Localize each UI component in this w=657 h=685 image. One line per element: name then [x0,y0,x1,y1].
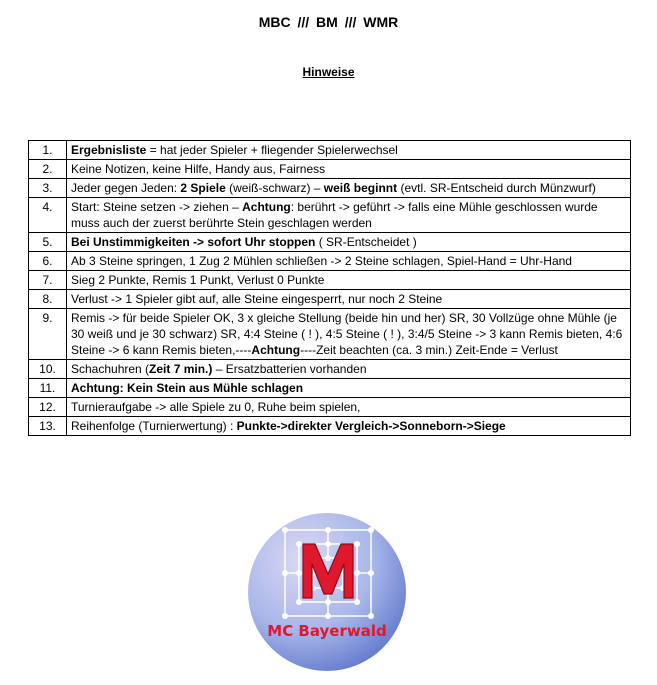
rule-text [67,309,631,360]
rule-row [29,309,631,360]
rule-row [29,160,631,179]
rule-text-part: (weiß-schwarz) – [225,181,324,195]
rule-number: 7. [29,271,67,290]
rule-row [29,290,631,309]
rule-row [29,233,631,252]
rule-text-part: Keine Notizen, keine Hilfe, Handy aus, Fairness [71,162,326,176]
rule-row [29,179,631,198]
rule-text-part: Verlust -> 1 Spieler gibt auf, alle Steine eingesperrt, nur noch 2 Steine [71,292,443,306]
rule-text-bold: Punkte->direkter Vergleich->Sonneborn->Siege [236,419,506,433]
rule-row [29,141,631,160]
rule-text [67,271,631,290]
rule-text-part: = hat jeder Spieler + fliegender Spielerwechsel [146,143,398,157]
rule-text [67,252,631,271]
rule-number: 5. [29,233,67,252]
rule-text [67,290,631,309]
page-title: Hinweise [302,65,355,79]
rule-number: 10. [29,360,67,379]
rule-text-bold: Achtung [242,200,291,214]
rule-row [29,198,631,233]
rule-text-part: Start: Steine setzen -> ziehen – [71,200,243,214]
rule-text-part: Remis -> für beide Spieler OK, 3 x gleiche Stellung (beide hin und her) SR, 30 Vollzüge ohne Mühle (je 30 weiß und je 30 schwarz) SR, 4:4 Steine ( ! ), 4:5 Steine ( ! ), 3:4/5 Steine -> 3 kann Remis bieten, 4:6 Steine -> 6 kann Remis bieten,---- [71,311,623,357]
rule-text-part: (evtl. SR-Entscheid durch Münzwurf) [397,181,596,195]
rule-text [67,141,631,160]
rule-text [67,379,631,398]
rule-row [29,252,631,271]
rule-row [29,271,631,290]
rule-row [29,360,631,379]
rule-text-part: Reihenfolge (Turnierwertung) : [71,419,237,433]
rule-text-part: : berührt -> geführt -> falls eine Mühle geschlossen wurde muss auch der zuerst berührte Stein geschlagen werden [71,200,598,230]
rule-text-bold: weiß beginnt [323,181,398,195]
rule-row [29,398,631,417]
rule-text [67,398,631,417]
rule-text [67,360,631,379]
rules-table [28,140,631,436]
rule-text-part: Turnieraufgabe -> alle Spiele zu 0, Ruhe beim spielen, [71,400,361,414]
logo-text: MC Bayerwald [267,622,387,640]
rule-text-bold: 2 Spiele [180,181,226,195]
rule-text-part: Sieg 2 Punkte, Remis 1 Punkt, Verlust 0 Punkte [71,273,325,287]
rule-row [29,379,631,398]
rule-number: 11. [29,379,67,398]
rule-text-bold: Zeit 7 min.) [149,362,213,376]
rule-row [29,417,631,436]
rule-text-bold: Ergebnisliste [71,143,147,157]
rule-text [67,233,631,252]
rule-number: 3. [29,179,67,198]
rule-text-part: Ab 3 Steine springen, 1 Zug 2 Mühlen schließen -> 2 Steine schlagen, Spiel-Hand = Uhr-Hand [71,254,572,268]
rules-table-body [29,141,631,436]
rule-text-part: Schachuhren ( [71,362,150,376]
rule-number: 13. [29,417,67,436]
rule-number: 8. [29,290,67,309]
rule-text [67,198,631,233]
rule-number: 12. [29,398,67,417]
rule-text-part: Jeder gegen Jeden: [71,181,181,195]
rule-number: 6. [29,252,67,271]
rule-text-part: – Ersatzbatterien vorhanden [212,362,367,376]
rule-number: 4. [29,198,67,233]
rule-text-part: ----Zeit beachten (ca. 3 min.) Zeit-Ende = Verlust [300,343,558,357]
rule-text-part: ( SR-Entscheidet ) [315,235,417,249]
rule-number: 9. [29,309,67,360]
rule-text-bold: Bei Unstimmigkeiten -> sofort Uhr stoppen [71,235,316,249]
rule-text-bold: Achtung: Kein Stein aus Mühle schlagen [71,381,304,395]
rule-number: 2. [29,160,67,179]
rule-text [67,160,631,179]
rule-text [67,179,631,198]
rule-number: 1. [29,141,67,160]
rule-text [67,417,631,436]
rule-text-bold: Achtung [251,343,301,357]
mc-bayerwald-logo [247,512,407,672]
page-header: MBC /// BM /// WMR [258,14,399,30]
